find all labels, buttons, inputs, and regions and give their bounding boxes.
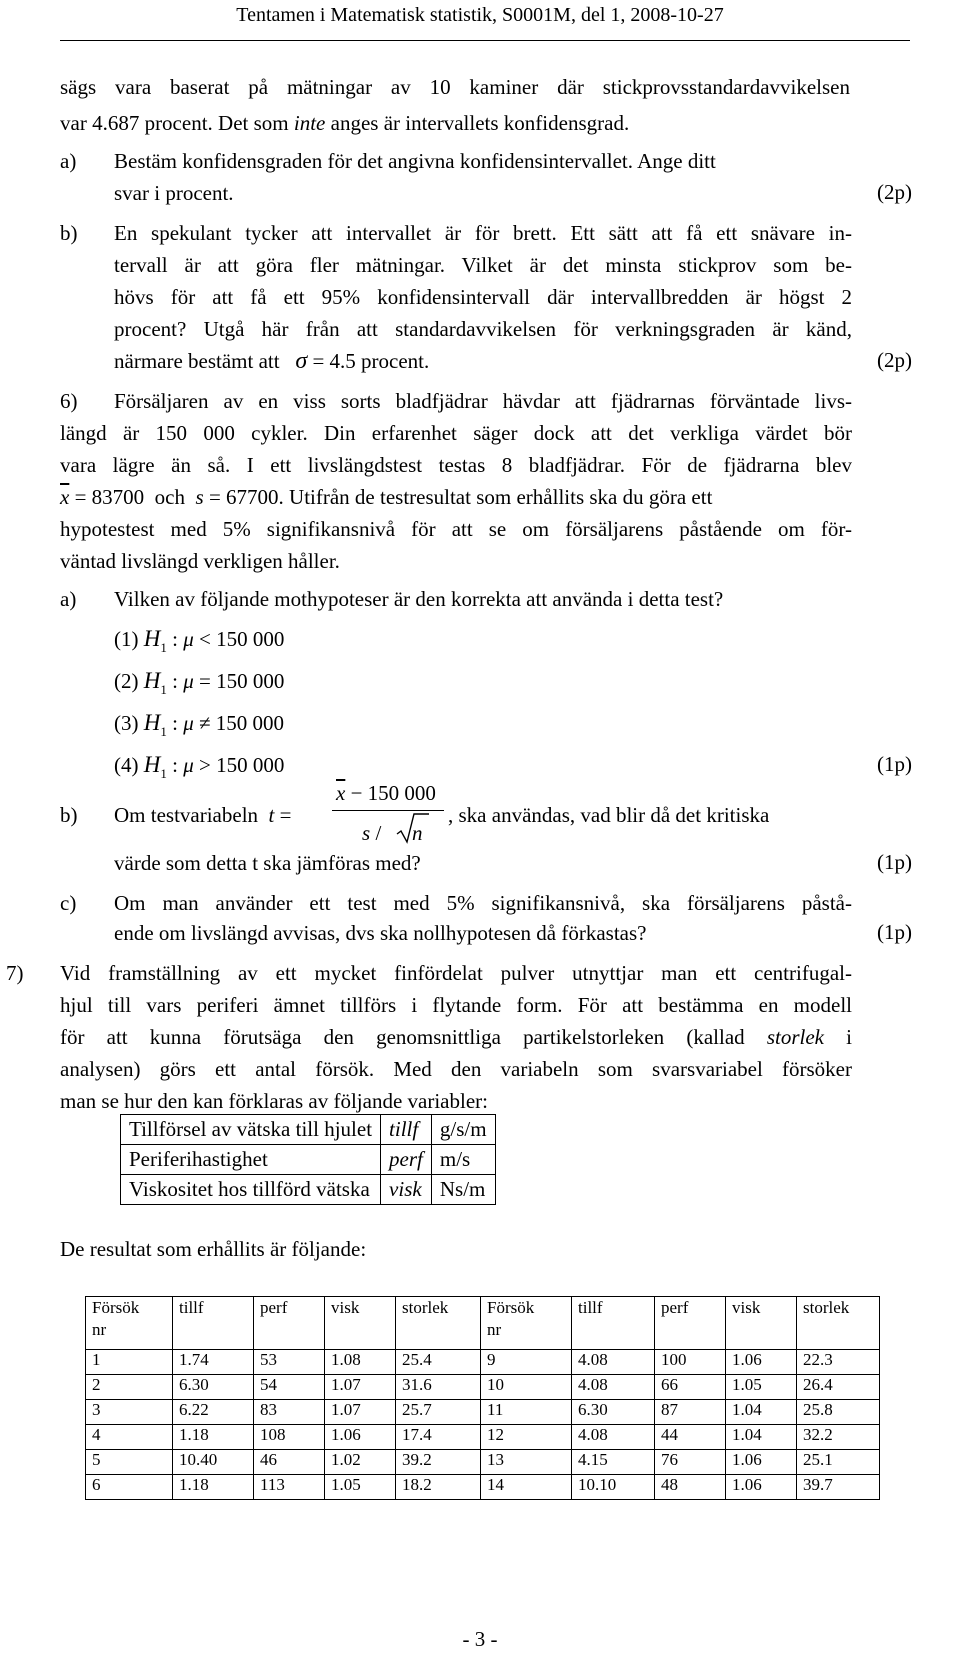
table-row xyxy=(121,1115,496,1145)
fraction-n: n xyxy=(412,821,423,845)
table-cell: 4.15 xyxy=(572,1450,655,1475)
p6c-label: c) xyxy=(60,891,77,915)
table-cell: 4.08 xyxy=(572,1375,655,1400)
table-cell: 10.10 xyxy=(572,1475,655,1500)
column-header: perf xyxy=(254,1297,325,1350)
table-cell: 6.22 xyxy=(173,1400,254,1425)
hypothesis-3: (3) $H_1$ : μ ≠ 150 000 xyxy=(114,710,285,739)
p7-line4: analysen) görs ett antal försök. Med den variabeln som svarsvariabel försöker xyxy=(60,1057,852,1081)
table-cell: 1 xyxy=(86,1350,173,1375)
table-row xyxy=(86,1350,880,1375)
table-cell: 11 xyxy=(481,1400,572,1425)
p6b-points: (1p) xyxy=(877,850,912,874)
table-cell: 2 xyxy=(86,1375,173,1400)
table-cell: 13 xyxy=(481,1450,572,1475)
table-cell: 6 xyxy=(86,1475,173,1500)
table-cell: 1.08 xyxy=(325,1350,396,1375)
table-cell: 4 xyxy=(86,1425,173,1450)
p6-line1: Försäljaren av en viss sorts bladfjädrar hävdar att fjädrarnas förväntade livs- xyxy=(114,389,852,413)
variable-name: perf xyxy=(381,1145,432,1175)
p6-line3: vara lägre än så. I ett livslängdstest testas 8 bladfjädrar. För de fjädrarna blev xyxy=(60,453,852,477)
table-cell: 12 xyxy=(481,1425,572,1450)
table-cell: 14 xyxy=(481,1475,572,1500)
table-row xyxy=(86,1400,880,1425)
table-cell: 1.02 xyxy=(325,1450,396,1475)
p6b-prefix: Om testvariabeln t = xyxy=(114,803,292,827)
table-row xyxy=(86,1425,880,1450)
table-cell: 1.07 xyxy=(325,1375,396,1400)
column-header: tillf xyxy=(572,1297,655,1350)
table-cell: 25.8 xyxy=(797,1400,880,1425)
table-cell: 1.06 xyxy=(726,1350,797,1375)
p6b-label: b) xyxy=(60,803,78,827)
table-cell: 22.3 xyxy=(797,1350,880,1375)
column-header: visk xyxy=(325,1297,396,1350)
table-cell: 48 xyxy=(655,1475,726,1500)
table-cell: 32.2 xyxy=(797,1425,880,1450)
table-cell: 10 xyxy=(481,1375,572,1400)
p5b-line1: En spekulant tycker att intervallet är för brett. Ett sätt att få ett snävare in- xyxy=(114,221,852,245)
column-header: Försök nr xyxy=(481,1297,572,1350)
table-cell: 66 xyxy=(655,1375,726,1400)
table-cell: 25.4 xyxy=(396,1350,481,1375)
table-cell: 44 xyxy=(655,1425,726,1450)
p7-line3: för att kunna förutsäga den genomsnittliga partikelstorleken (kallad storlek i xyxy=(60,1025,852,1049)
p6a-points: (1p) xyxy=(877,752,912,776)
sigma-symbol: σ xyxy=(295,348,308,374)
table-cell: 39.2 xyxy=(396,1450,481,1475)
variable-unit: m/s xyxy=(431,1145,495,1175)
p6-line4: $\overline{x} = 83700$ och s = 67700. Utifrån de testresultat som erhållits ska du göra ett xyxy=(60,485,713,509)
variable-name: tillf xyxy=(381,1115,432,1145)
p6b-suffix: , ska användas, vad blir då det kritiska xyxy=(448,803,770,827)
fraction-denominator: s / xyxy=(362,821,382,845)
table-cell: 25.7 xyxy=(396,1400,481,1425)
variables-table xyxy=(120,1114,496,1205)
p6c-points: (1p) xyxy=(877,920,912,944)
table-cell: 1.06 xyxy=(726,1475,797,1500)
table-row xyxy=(121,1145,496,1175)
xbar-symbol: $\overline{x}$ xyxy=(60,485,70,509)
table-cell: 1.74 xyxy=(173,1350,254,1375)
table-cell: 1.05 xyxy=(726,1375,797,1400)
column-header: storlek xyxy=(396,1297,481,1350)
table-header-row xyxy=(86,1297,880,1350)
variable-name: visk xyxy=(381,1175,432,1205)
p7-line5: man se hur den kan förklaras av följande variabler: xyxy=(60,1089,488,1113)
table-cell: 87 xyxy=(655,1400,726,1425)
column-header: Försök nr xyxy=(86,1297,173,1350)
table-cell: 1.07 xyxy=(325,1400,396,1425)
p7-label: 7) xyxy=(6,961,24,985)
p6b-line2: värde som detta t ska jämföras med? xyxy=(114,851,421,875)
p7-line2: hjul till vars periferi ämnet tillförs i flytande form. För att bestämma en modell xyxy=(60,993,852,1017)
table-cell: 1.18 xyxy=(173,1475,254,1500)
p6-line2: längd är 150 000 cykler. Din erfarenhet säger dock att det verkliga värdet bör xyxy=(60,421,852,445)
p5b-label: b) xyxy=(60,221,78,245)
table-cell: 6.30 xyxy=(572,1400,655,1425)
hypothesis-1: (1) $H_1$ : μ < 150 000 xyxy=(114,626,285,655)
table-cell: 18.2 xyxy=(396,1475,481,1500)
table-cell: 100 xyxy=(655,1350,726,1375)
table-cell: 76 xyxy=(655,1450,726,1475)
table-row xyxy=(121,1175,496,1205)
column-header: visk xyxy=(726,1297,797,1350)
p6-line6: väntad livslängd verkligen håller. xyxy=(60,549,340,573)
hypothesis-4: (4) $H_1$ : μ > 150 000 xyxy=(114,752,285,781)
table-cell: 4.08 xyxy=(572,1350,655,1375)
p5a-line1: Bestäm konfidensgraden för det angivna konfidensintervallet. Ange ditt xyxy=(114,149,716,173)
column-header: storlek xyxy=(797,1297,880,1350)
page-header: Tentamen i Matematisk statistik, S0001M, del 1, 2008-10-27 xyxy=(236,4,724,26)
table-cell: 26.4 xyxy=(797,1375,880,1400)
table-cell: 5 xyxy=(86,1450,173,1475)
table-cell: 6.30 xyxy=(173,1375,254,1400)
table-cell: 1.06 xyxy=(325,1425,396,1450)
p6a-label: a) xyxy=(60,587,77,611)
p5a-points: (2p) xyxy=(877,180,912,204)
header-rule xyxy=(60,40,910,41)
column-header: perf xyxy=(655,1297,726,1350)
table-cell: 17.4 xyxy=(396,1425,481,1450)
table-cell: 3 xyxy=(86,1400,173,1425)
results-intro: De resultat som erhållits är följande: xyxy=(60,1237,367,1261)
variable-unit: Ns/m xyxy=(431,1175,495,1205)
p6a-text: Vilken av följande mothypoteser är den korrekta att använda i detta test? xyxy=(114,587,724,611)
table-cell: 1.04 xyxy=(726,1425,797,1450)
p5a-label: a) xyxy=(60,149,77,173)
table-cell: 9 xyxy=(481,1350,572,1375)
p5-intro-line2: var 4.687 procent. Det som inte anges är intervallets konfidensgrad. xyxy=(60,111,630,135)
table-cell: 108 xyxy=(254,1425,325,1450)
p5b-line2: tervall är att göra fler mätningar. Vilket är det minsta stickprov som be- xyxy=(114,253,852,277)
variable-desc: Tillförsel av vätska till hjulet xyxy=(121,1115,381,1145)
p5-intro-line1: sägs vara baserat på mätningar av 10 kaminer där stickprovsstandardavvikelsen xyxy=(60,75,850,99)
p6-label: 6) xyxy=(60,389,78,413)
p6c-line1: Om man använder ett test med 5% signifikansnivå, ska försäljarens påstå- xyxy=(114,891,852,915)
table-cell: 1.06 xyxy=(726,1450,797,1475)
table-cell: 46 xyxy=(254,1450,325,1475)
table-row xyxy=(86,1450,880,1475)
hypothesis-2: (2) $H_1$ : μ = 150 000 xyxy=(114,668,285,697)
fraction-numerator: $\overline{x} - 150$ 000 xyxy=(336,781,436,805)
p5b-points: (2p) xyxy=(877,348,912,372)
table-cell: 1.05 xyxy=(325,1475,396,1500)
variable-desc: Viskositet hos tillförd vätska xyxy=(121,1175,381,1205)
table-row xyxy=(86,1475,880,1500)
table-cell: 1.18 xyxy=(173,1425,254,1450)
table-cell: 39.7 xyxy=(797,1475,880,1500)
p6c-line2: ende om livslängd avvisas, dvs ska nollhypotesen då förkastas? xyxy=(114,921,647,945)
p5b-line4: procent? Utgå här från att standardavvikelsen för verkningsgraden är känd, xyxy=(114,317,852,341)
p5b-line5: närmare bestämt att σ = 4.5 procent. xyxy=(114,348,430,374)
table-cell: 1.04 xyxy=(726,1400,797,1425)
p5a-line2: svar i procent. xyxy=(114,181,234,205)
table-cell: 10.40 xyxy=(173,1450,254,1475)
p6-line5: hypotestest med 5% signifikansnivå för att se om försäljarens påstående om för- xyxy=(60,517,852,541)
page-number: - 3 - xyxy=(462,1627,498,1651)
table-cell: 4.08 xyxy=(572,1425,655,1450)
table-cell: 54 xyxy=(254,1375,325,1400)
table-cell: 31.6 xyxy=(396,1375,481,1400)
variable-desc: Periferihastighet xyxy=(121,1145,381,1175)
variable-unit: g/s/m xyxy=(431,1115,495,1145)
table-cell: 53 xyxy=(254,1350,325,1375)
table-row xyxy=(86,1375,880,1400)
table-cell: 83 xyxy=(254,1400,325,1425)
column-header: tillf xyxy=(173,1297,254,1350)
fraction-bar xyxy=(332,810,444,811)
p5b-line3: hövs för att få ett 95% konfidensintervall där intervallbredden är högst 2 xyxy=(114,285,852,309)
p7-line1: Vid framställning av ett mycket finfördelat pulver utnyttjar man ett centrifugal- xyxy=(60,961,852,985)
data-table xyxy=(85,1296,880,1500)
table-cell: 25.1 xyxy=(797,1450,880,1475)
table-cell: 113 xyxy=(254,1475,325,1500)
